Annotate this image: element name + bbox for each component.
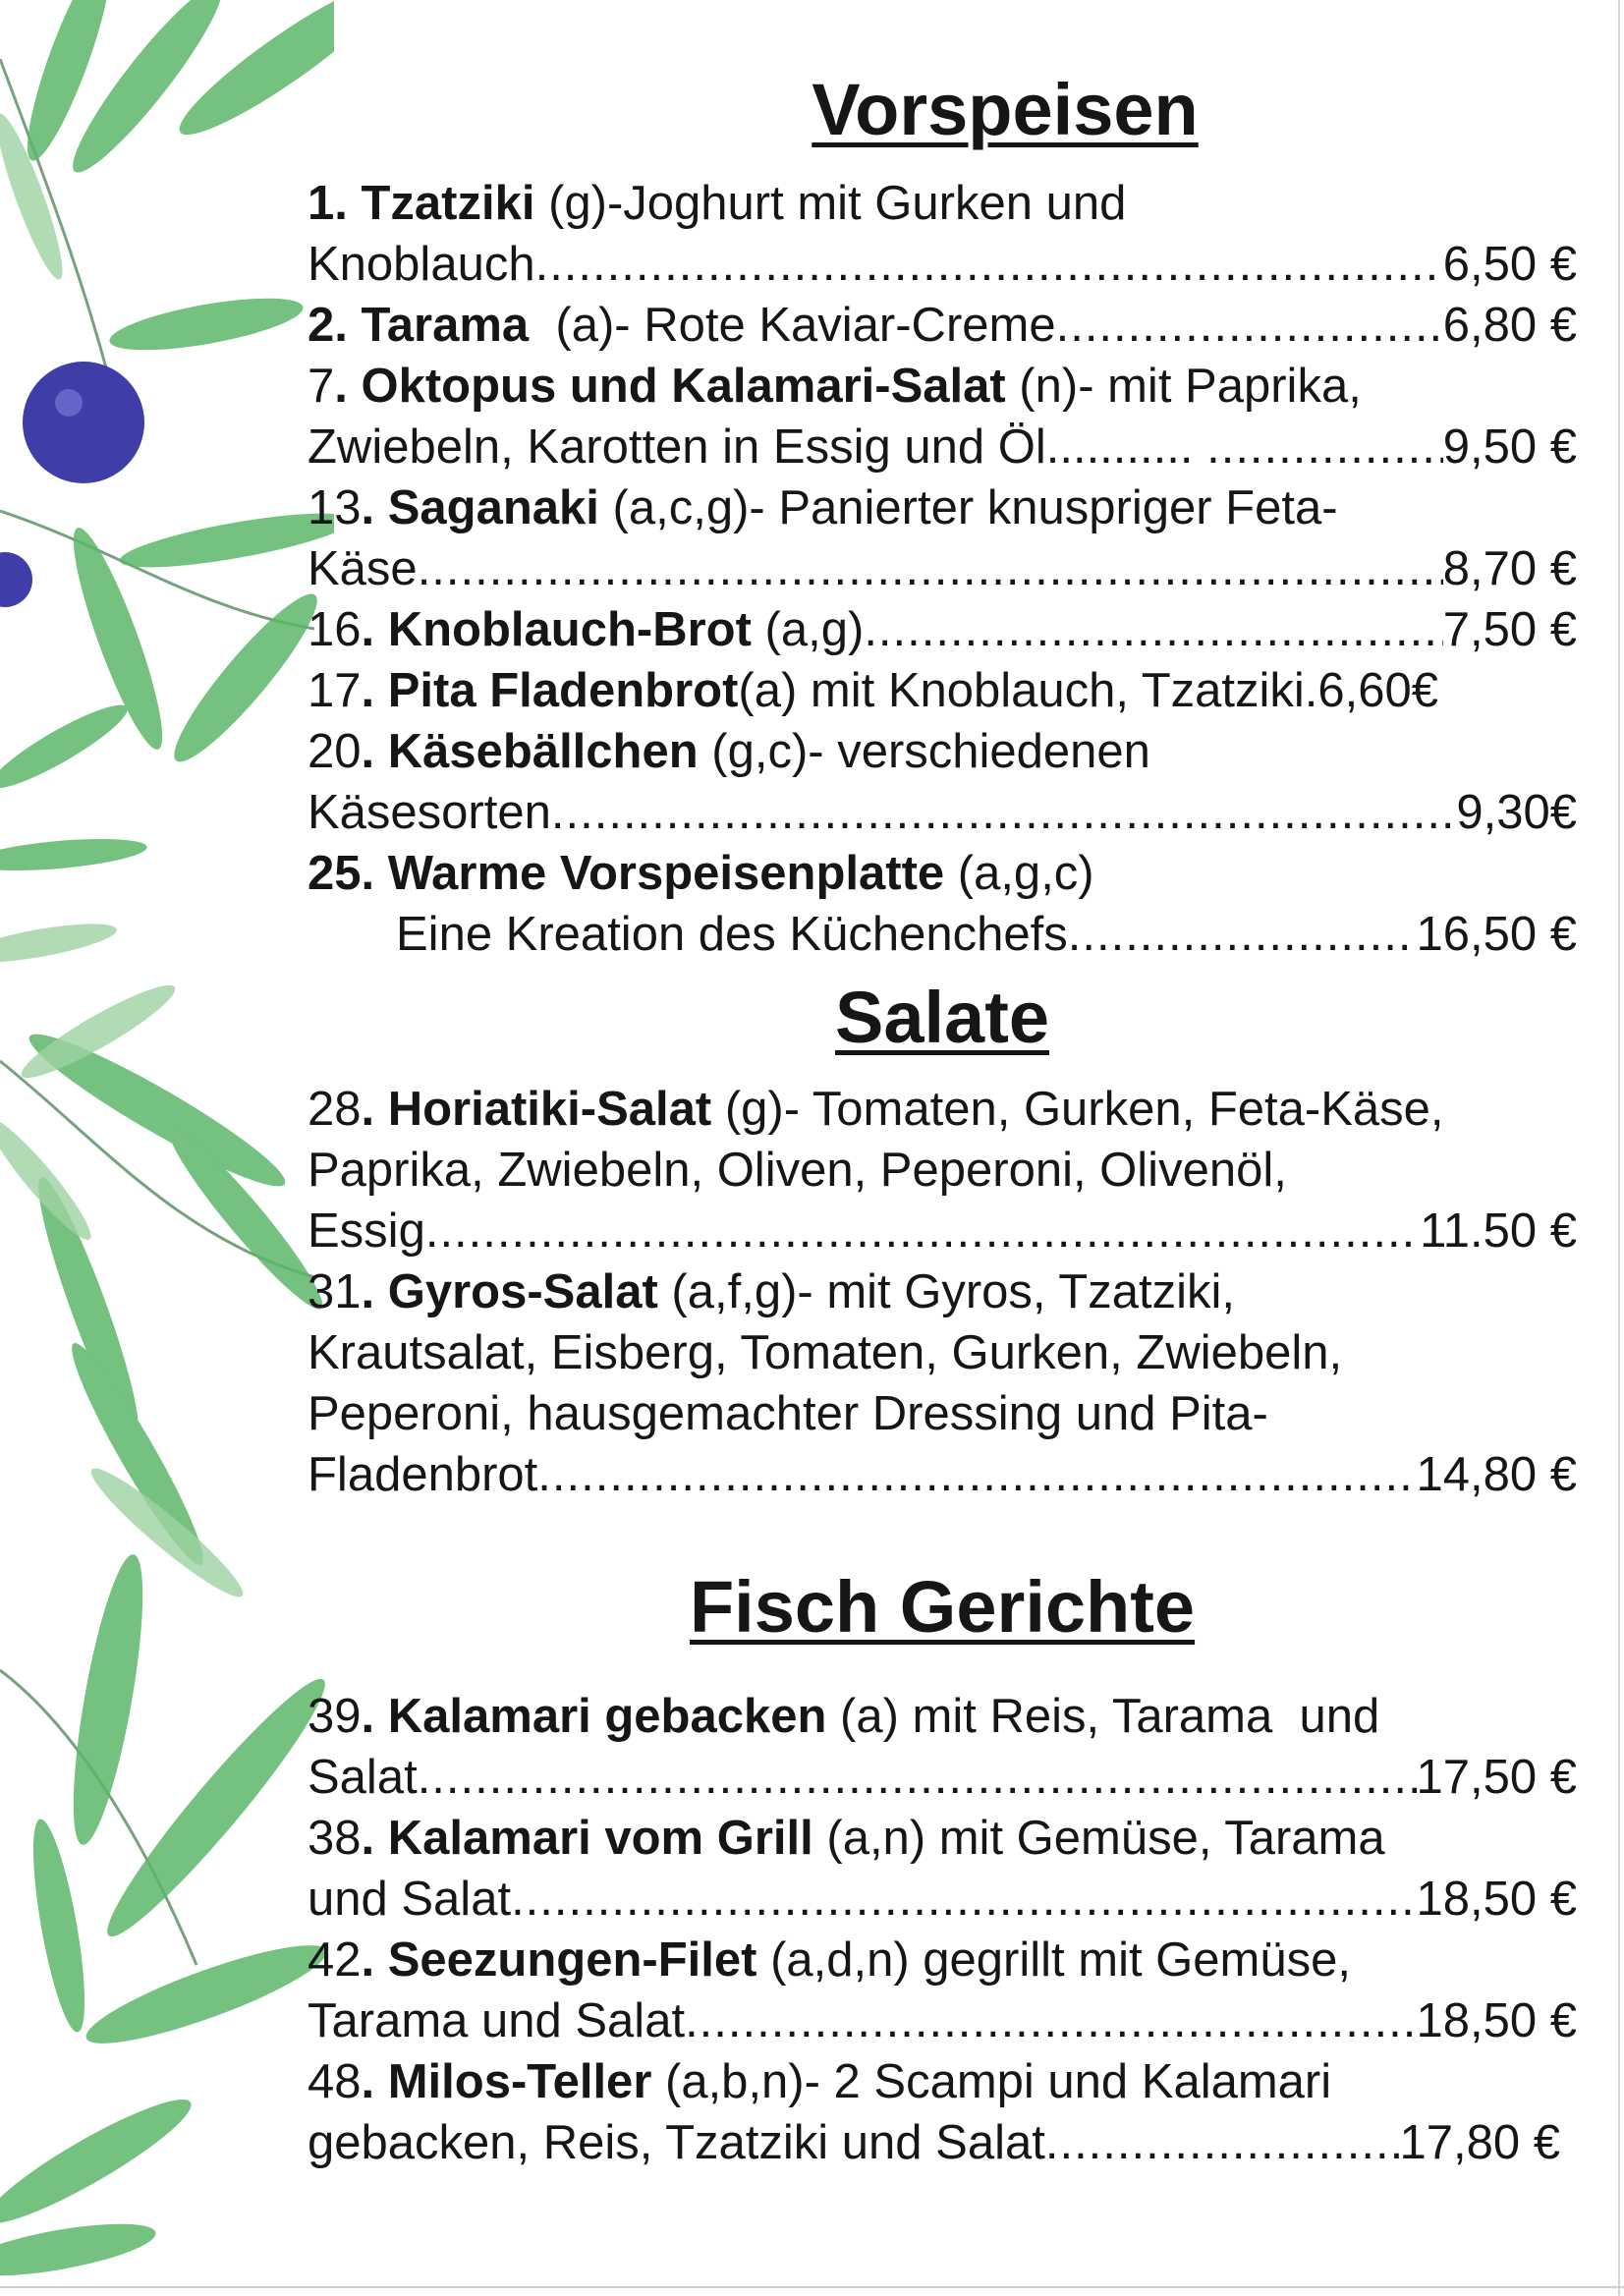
menu-item-kalamari-vom-grill: 38. Kalamari vom Grill (a,n) mit Gemüse, Tarama und Salat ..... 18,50 € [308, 1808, 1577, 1930]
price: 18,50 € [1416, 1994, 1577, 2047]
menu-item-kalamari-gebacken: 39. Kalamari gebacken (a) mit Reis, Tarama und Salat ..... 17,50 € [308, 1686, 1577, 1808]
olive-branch-illustration [0, 0, 334, 2296]
menu-item-gyros-salat: 31. Gyros-Salat (a,f,g)- mit Gyros, Tzatziki, Krautsalat, Eisberg, Tomaten, Gurken, Zwiebeln, Peperoni, hausgemachter Dressing und Pita- Fladenbrot ..... 14,80 € [308, 1261, 1577, 1505]
menu-item-knoblauch-brot: 16 . Knoblauch-Brot (a,g) ..... 7,50 € [308, 599, 1577, 660]
price: 6,80 € [1442, 299, 1577, 352]
price: 8,70 € [1442, 542, 1577, 595]
menu-item-pita-fladenbrot: 17. Pita Fladenbrot(a) mit Knoblauch, Tzatziki.6,60€ [308, 664, 1439, 717]
menu-item-milos-teller: 48. Milos-Teller (a,b,n)- 2 Scampi und Kalamari gebacken, Reis, Tzatziki und Salat ..... 17,80 € [308, 2051, 1577, 2173]
page-bottom-edge [0, 2286, 1624, 2288]
menu-item-kaesebaellchen: 20. Käsebällchen (g,c)- verschiedenen Käsesorten ..... 9,30€ [308, 721, 1577, 843]
price: 9,50 € [1442, 420, 1577, 474]
page-right-edge [1618, 0, 1620, 2296]
menu-item-oktopus-kalamari-salat: 7. Oktopus und Kalamari-Salat (n)- mit Paprika, Zwiebeln, Karotten in Essig und Öl........... ..... 9,50 € [308, 356, 1577, 477]
menu-item-tzatziki: 1. Tzatziki (g)-Joghurt mit Gurken und Knoblauch ..... 6,50 € [308, 173, 1577, 295]
menu-item-saganaki: 13. Saganaki (a,c,g)- Panierter knuspriger Feta- Käse ..... 8,70 € [308, 477, 1577, 599]
menu-item-horiatiki-salat: 28. Horiatiki-Salat (g)- Tomaten, Gurken, Feta-Käse, Paprika, Zwiebeln, Oliven, Peperoni, Olivenöl, Essig ..... 11.50 € [308, 1079, 1577, 1261]
section-heading-salate: Salate [834, 977, 1050, 1058]
price: 11.50 € [1420, 1204, 1577, 1258]
price: 7,50 € [1442, 603, 1577, 656]
price: 17,80 € [1399, 2116, 1560, 2169]
price: 17,50 € [1416, 1751, 1577, 1804]
price: 14,80 € [1416, 1448, 1577, 1501]
menu-content [308, 61, 1577, 2173]
price: 9,30€ [1456, 786, 1577, 839]
price: 16,50 € [1416, 908, 1577, 961]
menu-item-seezungen-filet: 42. Seezungen-Filet (a,d,n) gegrillt mit Gemüse, Tarama und Salat ..... 18,50 € [308, 1930, 1577, 2051]
price: 6,50 € [1442, 238, 1577, 291]
menu-item-warme-vorspeisenplatte: 25. Warme Vorspeisenplatte (a,g,c) Eine Kreation des Küchenchefs ..... 16,50 € [308, 843, 1577, 965]
section-heading-vorspeisen: Vorspeisen [812, 69, 1199, 150]
menu-item-tarama: 2. Tarama (a)- Rote Kaviar-Creme ..... 6,80 € [308, 295, 1577, 356]
price: 18,50 € [1416, 1873, 1577, 1926]
section-heading-fisch-gerichte: Fisch Gerichte [689, 1566, 1196, 1648]
